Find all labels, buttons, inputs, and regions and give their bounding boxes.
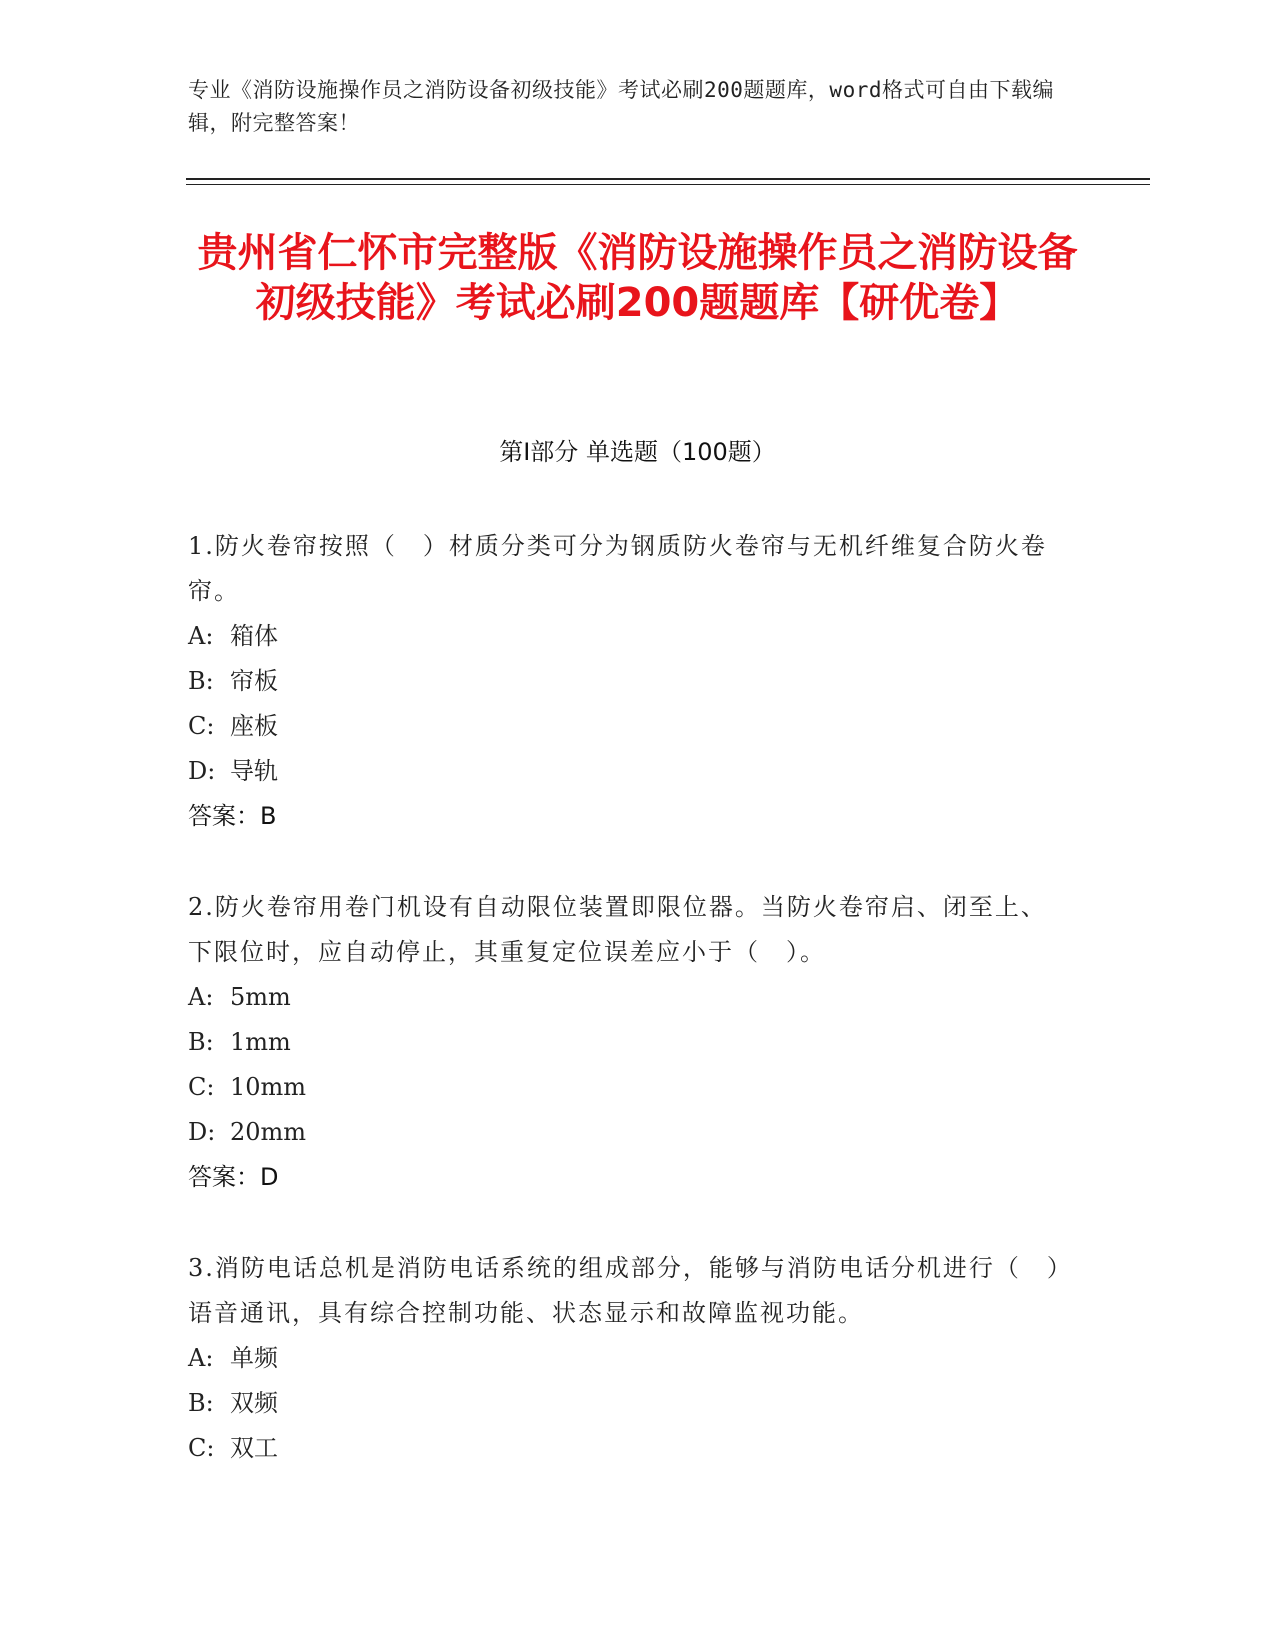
- option-key: D:: [188, 757, 216, 785]
- option-key: C:: [188, 712, 215, 740]
- option-c: [188, 704, 1068, 749]
- question-list: [188, 524, 1068, 1517]
- option-text: 单频: [230, 1344, 278, 1372]
- option-d: [188, 749, 1068, 794]
- option-text: 10mm: [230, 1073, 307, 1101]
- question-stem: 3.消防电话总机是消防电话系统的组成部分，能够与消防电话分机进行（ ）语音通讯，具有综合控制功能、状态显示和故障监视功能。: [188, 1254, 1061, 1327]
- question-3: [188, 1246, 1068, 1471]
- option-text: 帘板: [230, 667, 278, 695]
- option-text: 箱体: [230, 622, 278, 650]
- option-text: 5mm: [230, 983, 291, 1011]
- option-text: 双工: [230, 1434, 278, 1462]
- answer: 答案：B: [188, 802, 277, 830]
- option-key: A:: [188, 983, 214, 1011]
- option-a: [188, 975, 1068, 1020]
- option-a: [188, 1336, 1068, 1381]
- option-key: C:: [188, 1073, 215, 1101]
- option-text: 导轨: [230, 757, 278, 785]
- document-title: 贵州省仁怀市完整版《消防设施操作员之消防设备初级技能》考试必刷200题题库【研优卷】: [197, 230, 1078, 326]
- option-key: A:: [188, 1344, 214, 1372]
- answer: 答案：D: [188, 1163, 279, 1191]
- question-1: [188, 524, 1068, 839]
- option-c: [188, 1065, 1068, 1110]
- option-key: B:: [188, 667, 214, 695]
- question-stem: 2.防火卷帘用卷门机设有自动限位装置即限位器。当防火卷帘启、闭至上、下限位时，应自动停止，其重复定位误差应小于（ ）。: [188, 893, 1047, 966]
- option-text: 1mm: [230, 1028, 291, 1056]
- header-note: 专业《消防设施操作员之消防设备初级技能》考试必刷200题题库，word格式可自由下载编辑，附完整答案！: [188, 78, 1054, 135]
- option-key: D:: [188, 1118, 216, 1146]
- option-c: [188, 1426, 1068, 1471]
- option-text: 座板: [230, 712, 278, 740]
- option-text: 双频: [230, 1389, 278, 1417]
- option-key: B:: [188, 1028, 214, 1056]
- option-a: [188, 614, 1068, 659]
- option-d: [188, 1110, 1068, 1155]
- section-title: 第I部分 单选题（100题）: [499, 438, 776, 466]
- option-key: B:: [188, 1389, 214, 1417]
- option-b: [188, 1381, 1068, 1426]
- option-b: [188, 1020, 1068, 1065]
- header-rule-thick: [186, 178, 1150, 180]
- option-b: [188, 659, 1068, 704]
- question-2: [188, 885, 1068, 1200]
- question-stem: 1.防火卷帘按照（ ）材质分类可分为钢质防火卷帘与无机纤维复合防火卷帘。: [188, 532, 1047, 605]
- option-key: A:: [188, 622, 214, 650]
- header-rule-thin: [186, 184, 1150, 185]
- option-key: C:: [188, 1434, 215, 1462]
- option-text: 20mm: [230, 1118, 307, 1146]
